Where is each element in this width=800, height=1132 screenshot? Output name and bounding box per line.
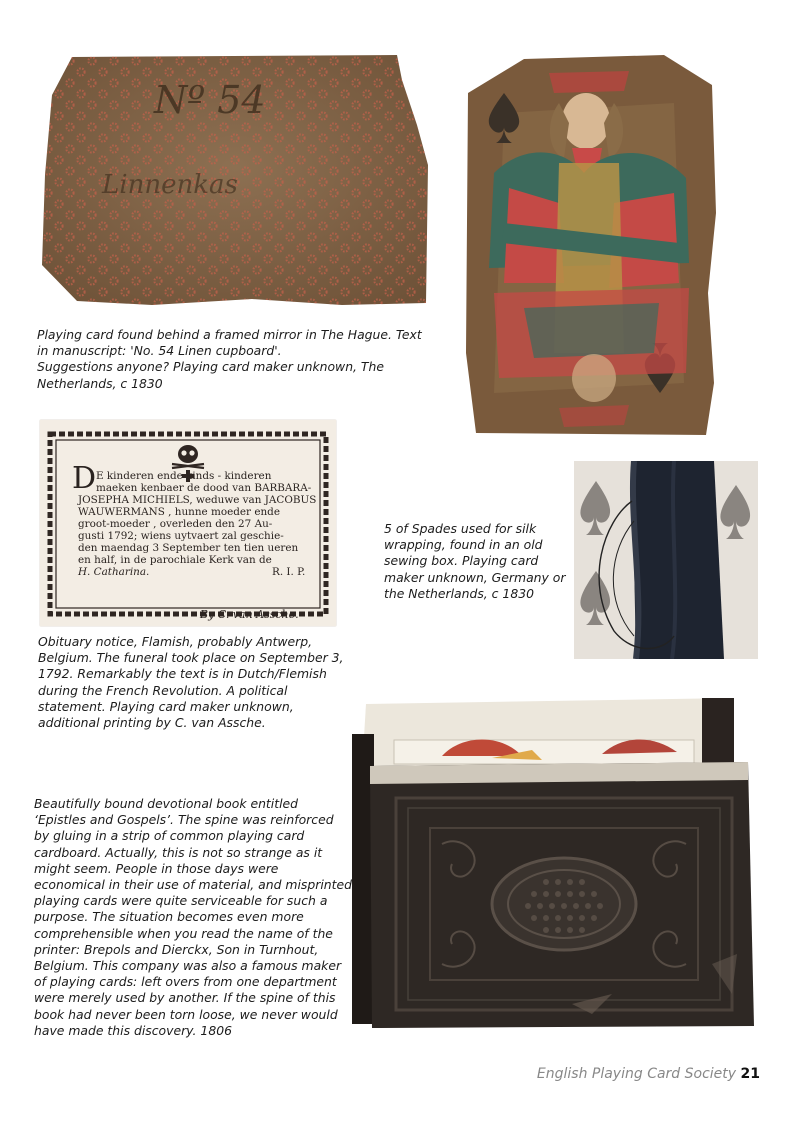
page-number: 21 (740, 1066, 760, 1082)
caption-book: Beautifully bound devotional book entitled ‘Epistles and Gospels’. The spine was reinforced by gluing in a strip of common playing card cardboard. Actually, this is not so strange as it might seem. People in those days were economical in their use of material, and misprinted playing cards were quite serviceable for such a purpose. The situation becomes even more comprehensible when you read the name of the printer: Brepols and Dierckx, Son in Turnhout, Belgium. This company was also a famous maker of playing cards: left overs from one department were merely used by another. If the spine of this book had never been torn loose, we never would have made this discovery. 1806 (34, 796, 352, 1038)
notice-line-8: en half, in de parochiale Kerk van de (78, 554, 272, 566)
caption-obituary: Obituary notice, Flamish, probably Antwerp, Belgium. The funeral took place on September 3, 1792. Remarkably the text is in Dutch/Flemish during the French Revolution. A political statement. Playing card maker unknown, additional printing by C. van Assche. (38, 634, 344, 731)
notice-rip: R. I. P. (272, 566, 306, 578)
caption-spades: 5 of Spades used for silk wrapping, found in an old sewing box. Playing card maker unknown, Germany or the Netherlands, c 1830 (384, 521, 566, 601)
caption-linen-card: Playing card found behind a framed mirror in The Hague. Text in manuscript: 'No. 54 Linen cupboard'. Suggestions anyone? Playing card maker unknown, The Netherlands, c 1830 (37, 327, 422, 391)
card-back-photo (42, 55, 430, 307)
notice-line-1: E kinderen ende kinds - kinderen (96, 470, 272, 482)
devotional-book-photo (352, 694, 762, 1030)
notice-line-4: WAUWERMANS , hunne moeder ende (78, 506, 280, 518)
notice-printer: By C. van Assche. (200, 608, 299, 621)
initial-letter: D (72, 461, 97, 496)
notice-line-3: JOSEPHA MICHIELS, weduwe van JACOBUS (78, 494, 317, 506)
page-footer (537, 1066, 760, 1082)
notice-church: H. Catharina. (78, 566, 150, 578)
silk-wrapped-card-photo (574, 461, 758, 659)
notice-line-6: gusti 1792; wiens uytvaert zal geschie- (78, 530, 284, 542)
notice-line-7: den maendag 3 September ten tien ueren (78, 542, 299, 554)
inscription-number: Nº 54 (154, 78, 266, 122)
notice-line-2: maeken kenbaer de dood van BARBARA- (96, 482, 312, 494)
society-name: English Playing Card Society (536, 1066, 737, 1082)
skull-icon (172, 445, 204, 468)
inscription-word: Linnenkas (102, 170, 238, 200)
notice-line-5: groot-moeder , overleden den 27 Au- (78, 518, 273, 530)
obituary-notice-photo (40, 420, 336, 626)
court-card-photo (464, 53, 718, 439)
